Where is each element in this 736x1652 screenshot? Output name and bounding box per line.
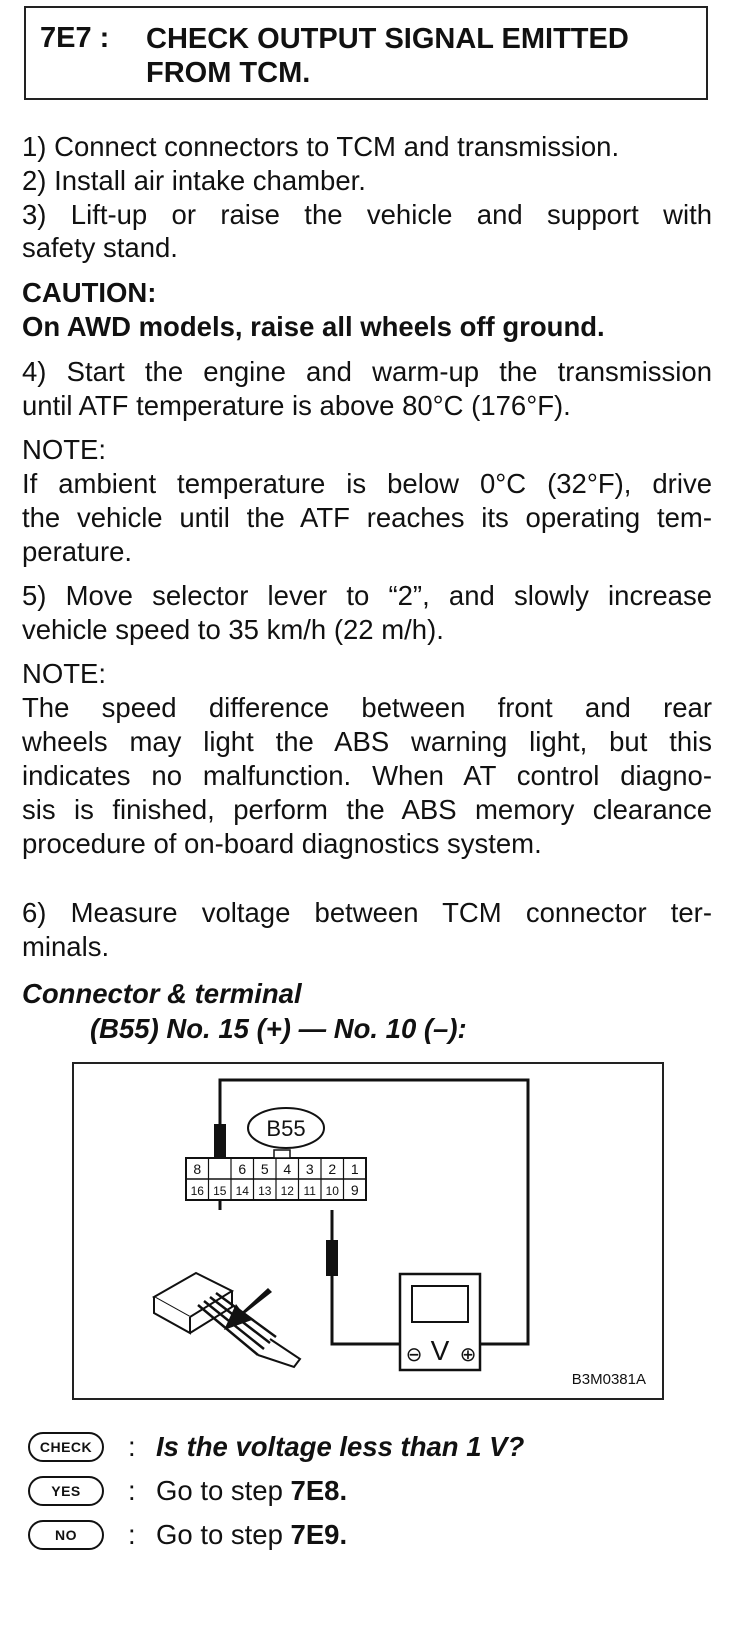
note-1-line2: the vehicle until the ATF reaches its operating tem- <box>22 502 712 533</box>
voltmeter-symbol: V <box>430 1335 450 1366</box>
no-target-step: 7E9. <box>290 1519 348 1550</box>
connector-pin-bottom-16: 16 <box>190 1184 204 1198</box>
yes-answer: Go to step 7E8. <box>156 1475 348 1506</box>
connector-pin-top-2: 2 <box>328 1161 337 1177</box>
connector-b55-icon <box>186 1150 366 1200</box>
step-4-line1: 4) Start the engine and warm-up the transmission <box>22 356 712 387</box>
note-1-line3: perature. <box>22 536 133 567</box>
step-3-line2: safety stand. <box>22 232 178 263</box>
note-2-line5: procedure of on-board diagnostics system. <box>22 828 542 859</box>
step-code: 7E7 : <box>40 22 110 54</box>
connector-pin-bottom-13: 13 <box>258 1184 272 1198</box>
step-header-box <box>24 6 708 100</box>
note-1-line1: If ambient temperature is below 0°C (32°F), drive <box>22 468 712 499</box>
yes-target-step: 7E8. <box>290 1475 348 1506</box>
wiring-diagram-svg <box>74 1064 662 1398</box>
step-3-line1: 3) Lift-up or raise the vehicle and support with <box>22 199 712 230</box>
no-badge: NO <box>28 1520 104 1550</box>
connector-pin-bottom-9: 9 <box>350 1182 359 1198</box>
step-title: CHECK OUTPUT SIGNAL EMITTED FROM TCM. <box>146 23 629 89</box>
note-2-title: NOTE: <box>22 658 107 689</box>
connector-pin-top-3: 3 <box>305 1161 314 1177</box>
meter-minus-terminal: ⊖ <box>405 1342 423 1366</box>
step-6-line2: minals. <box>22 931 110 962</box>
caution-title: CAUTION: <box>22 277 157 308</box>
check-colon: : <box>128 1431 136 1462</box>
step-5-line1: 5) Move selector lever to “2”, and slowly increase <box>22 580 712 611</box>
connector-pin-top-6: 6 <box>238 1161 247 1177</box>
positive-probe-icon <box>214 1124 226 1160</box>
connector-label: B55 <box>266 1116 306 1141</box>
step-6-line1: 6) Measure voltage between TCM connector ter- <box>22 897 712 928</box>
meter-plus-terminal: ⊕ <box>459 1342 477 1366</box>
connector-pin-bottom-10: 10 <box>325 1184 339 1198</box>
wiring-diagram <box>72 1062 664 1400</box>
negative-probe-icon <box>326 1240 338 1276</box>
negative-lead-wire <box>332 1210 410 1344</box>
no-answer: Go to step 7E9. <box>156 1519 348 1550</box>
check-badge: CHECK <box>28 1432 104 1462</box>
harness-connector-icon <box>154 1273 300 1367</box>
connector-pin-bottom-15: 15 <box>213 1184 227 1198</box>
note-2-line4: sis is finished, perform the ABS memory clearance <box>22 794 712 825</box>
figure-code: B3M0381A <box>571 1371 646 1388</box>
yes-colon: : <box>128 1475 136 1506</box>
connector-terminal-detail: (B55) No. 15 (+) — No. 10 (–): <box>90 1013 467 1044</box>
connector-pin-top-1: 1 <box>350 1161 359 1177</box>
connector-pin-top-4: 4 <box>283 1161 292 1177</box>
step-4-line2: until ATF temperature is above 80°C (176°F). <box>22 390 571 421</box>
connector-pin-top-8: 8 <box>193 1161 202 1177</box>
check-question: Is the voltage less than 1 V? <box>156 1431 525 1462</box>
step-2: 2) Install air intake chamber. <box>22 165 366 196</box>
note-2-line1: The speed difference between front and rear <box>22 692 712 723</box>
step-1: 1) Connect connectors to TCM and transmission. <box>22 131 620 162</box>
connector-pin-top-5: 5 <box>260 1161 269 1177</box>
note-2-line2: wheels may light the ABS warning light, but this <box>22 726 712 757</box>
note-2-line3: indicates no malfunction. When AT control diagno- <box>22 760 712 791</box>
connector-pin-bottom-12: 12 <box>280 1184 294 1198</box>
connector-pin-bottom-14: 14 <box>235 1184 249 1198</box>
step-5-line2: vehicle speed to 35 km/h (22 m/h). <box>22 614 444 645</box>
no-colon: : <box>128 1519 136 1550</box>
caution-text: On AWD models, raise all wheels off ground. <box>22 311 605 342</box>
connector-terminal-title: Connector & terminal <box>22 978 302 1009</box>
connector-pin-bottom-11: 11 <box>303 1184 316 1198</box>
note-1-title: NOTE: <box>22 434 107 465</box>
yes-badge: YES <box>28 1476 104 1506</box>
